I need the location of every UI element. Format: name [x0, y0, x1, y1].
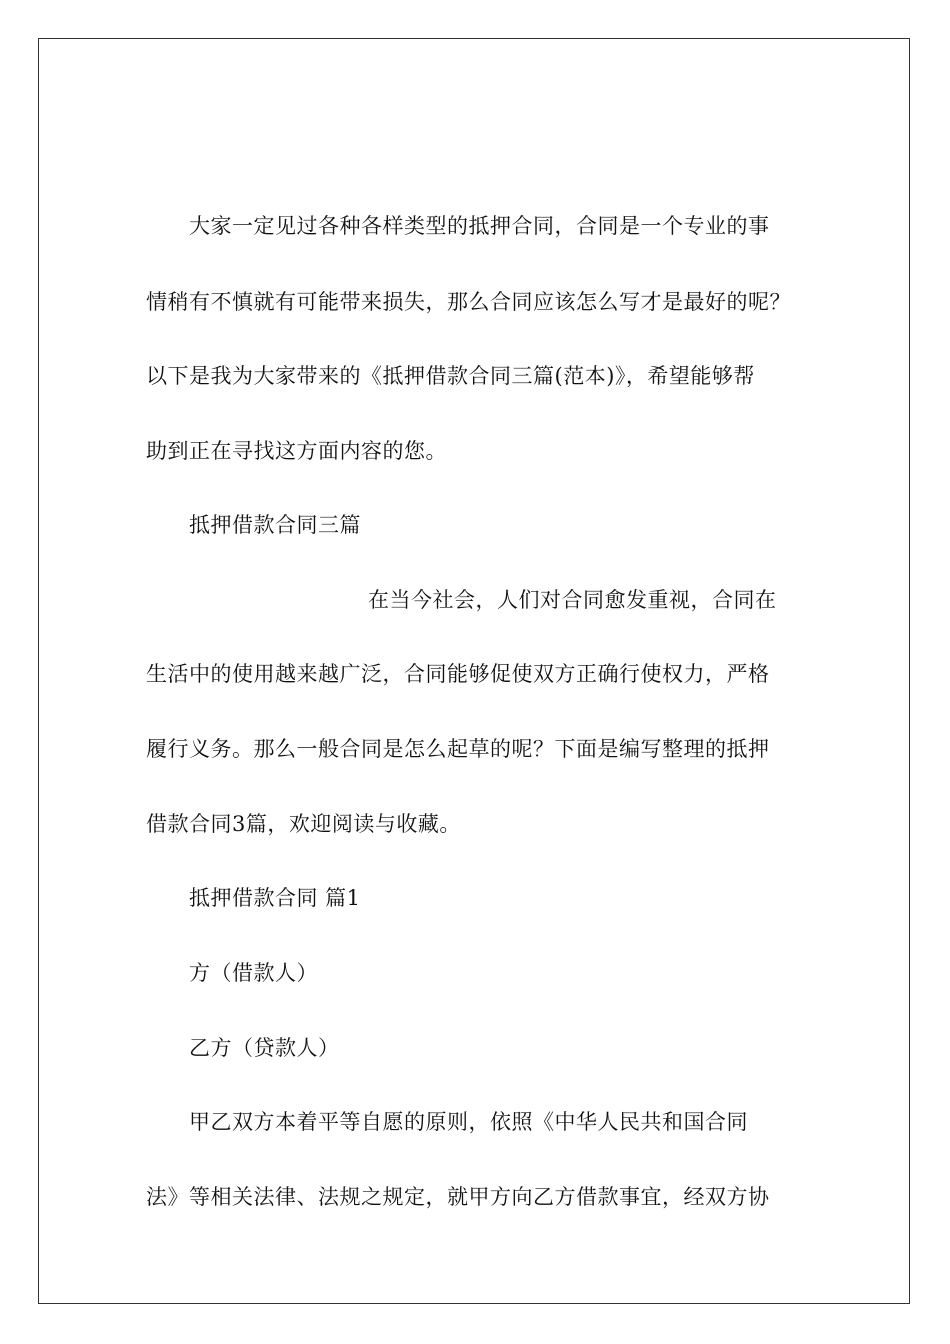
party-b-label: 乙方（贷款人） — [189, 1036, 340, 1060]
intro-line-2: 情稍有不慎就有可能带来损失，那么合同应该怎么写才是最好的呢？ — [146, 290, 791, 314]
contract-body-line-1: 甲乙双方本着平等自愿的原则，依照《中华人民共和国合同 — [189, 1110, 748, 1134]
intro-line-3: 以下是我为大家带来的《抵押借款合同三篇(范本)》，希望能够帮 — [146, 364, 755, 388]
preface-line-2: 生活中的使用越来越广泛，合同能够促使双方正确行使权力，严格 — [146, 662, 770, 686]
preface-line-1: 在当今社会，人们对合同愈发重视，合同在 — [368, 588, 777, 612]
section-title: 抵押借款合同三篇 — [189, 513, 361, 537]
preface-line-3: 履行义务。那么一般合同是怎么起草的呢？下面是编写整理的抵押 — [146, 737, 770, 761]
intro-line-1: 大家一定见过各种各样类型的抵押合同，合同是一个专业的事 — [189, 214, 770, 238]
preface-line-4: 借款合同3篇，欢迎阅读与收藏。 — [146, 812, 461, 836]
party-a-label: 方（借款人） — [189, 961, 318, 985]
contract-heading: 抵押借款合同 篇1 — [189, 886, 361, 910]
contract-body-line-2: 法》等相关法律、法规之规定，就甲方向乙方借款事宜，经双方协 — [146, 1185, 770, 1209]
intro-line-4: 助到正在寻找这方面内容的您。 — [146, 439, 447, 463]
